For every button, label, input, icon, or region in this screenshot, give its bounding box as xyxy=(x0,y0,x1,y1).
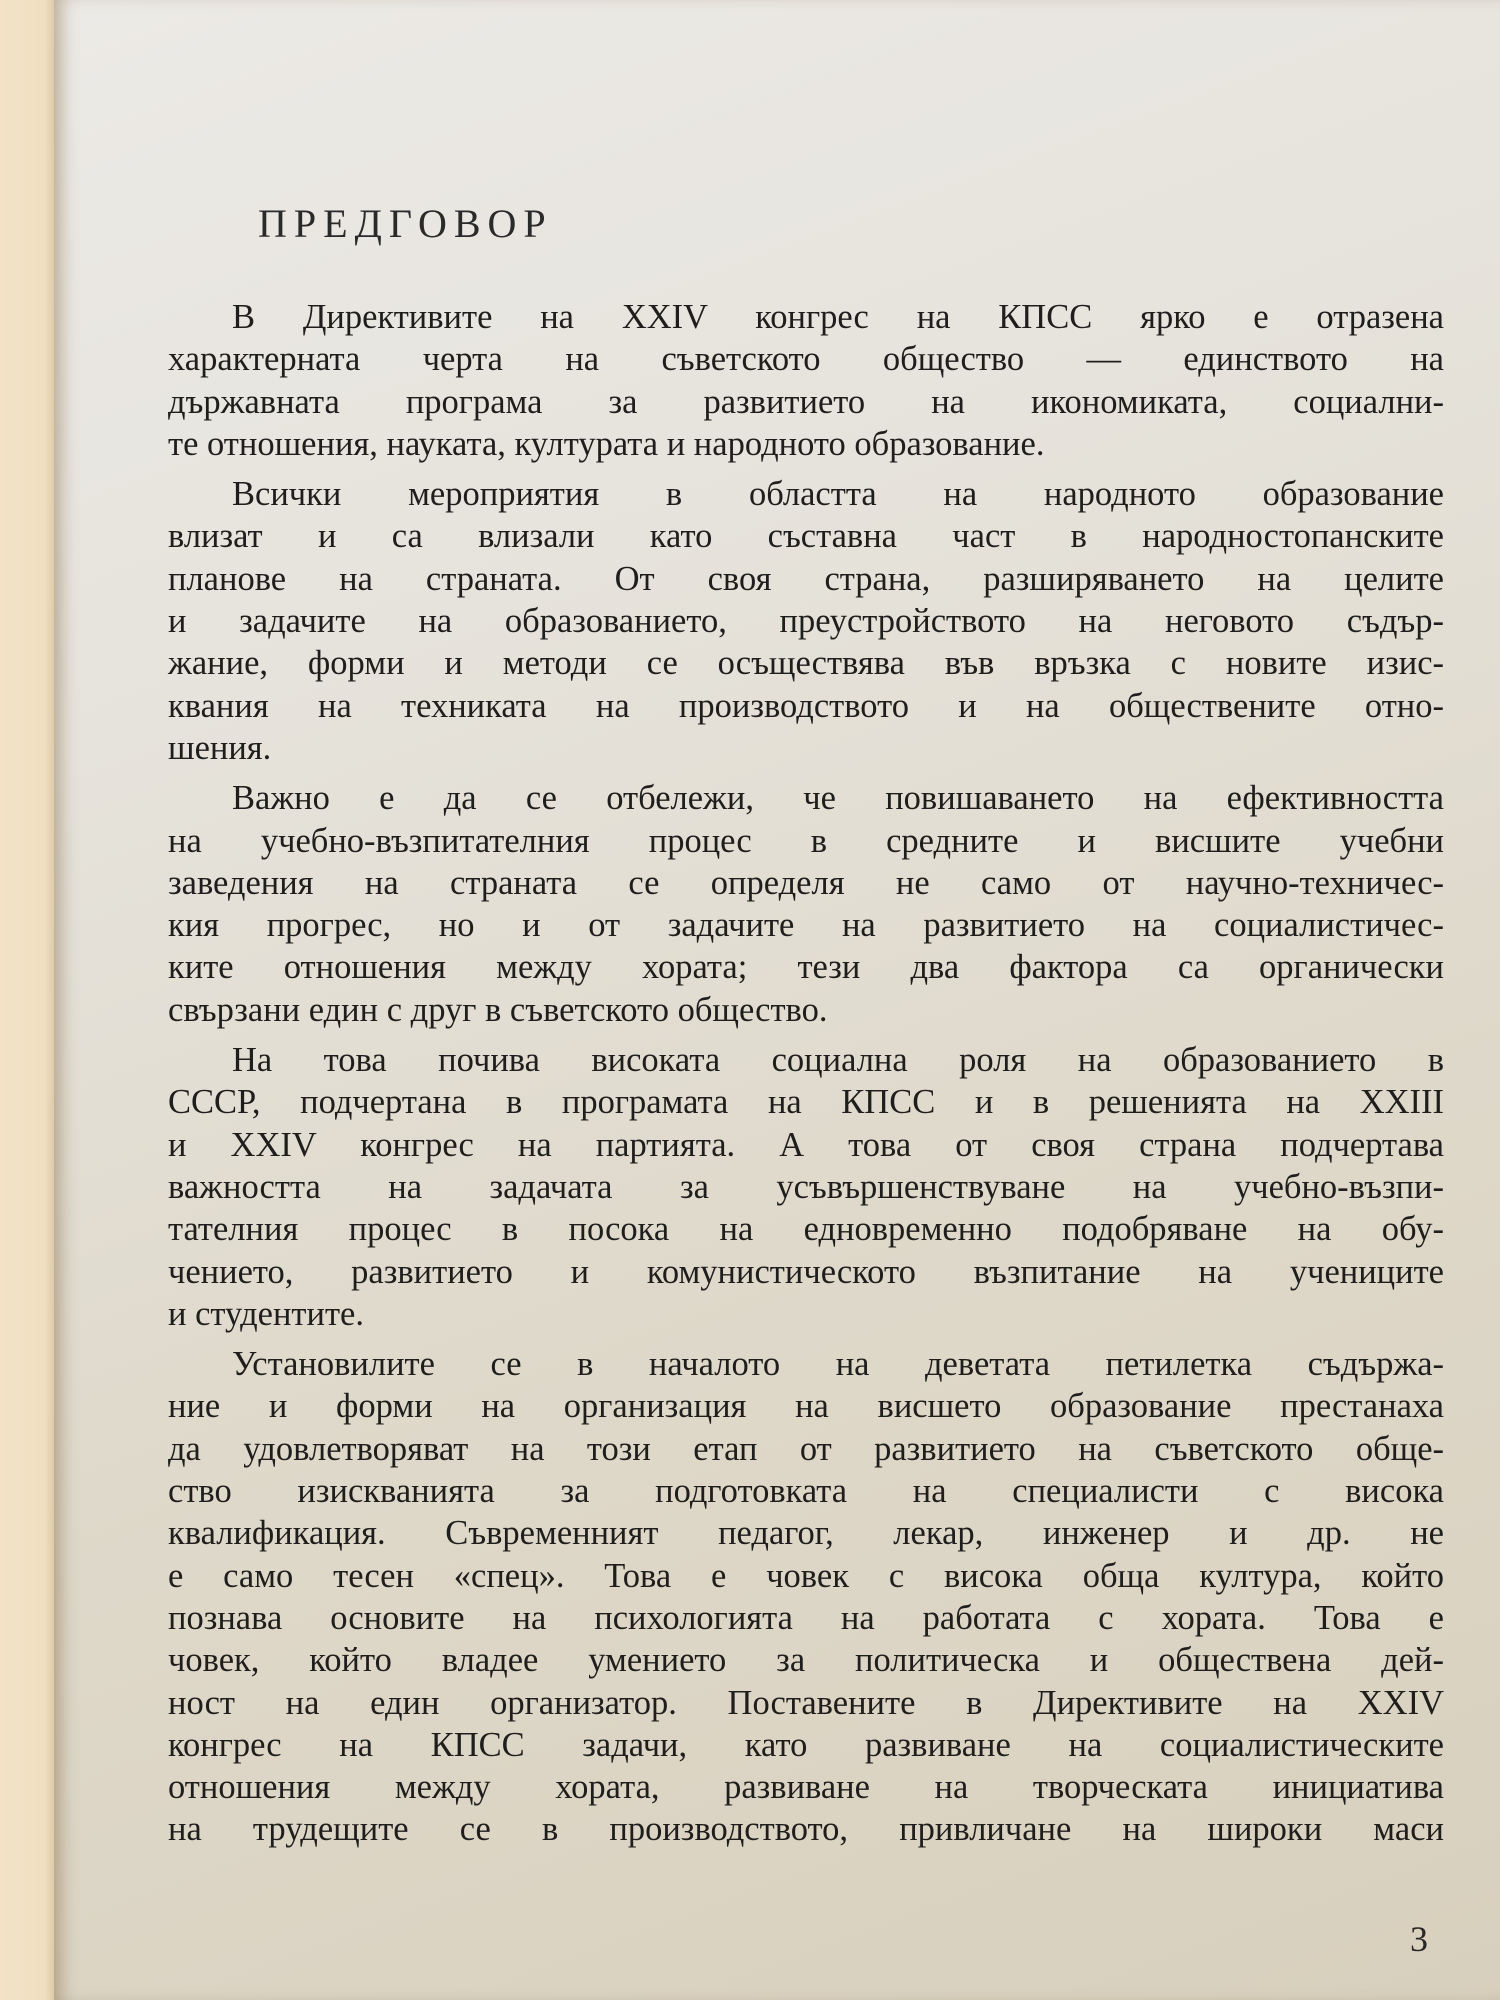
text-line: жание, форми и методи се осъществява във връзка с новите изис- xyxy=(168,644,1444,683)
paragraph xyxy=(168,777,1444,1031)
text-line: конгрес на КПСС задачи, като развиване на социалистическите xyxy=(168,1725,1444,1764)
text-line: заведения на страната се определя не само от научно-техничес- xyxy=(168,863,1444,902)
text-line: да удовлетворяват на този етап от развитието на съветското обще- xyxy=(168,1429,1444,1468)
text-line: ние и форми на организация на висшето образование престанаха xyxy=(168,1387,1444,1426)
text-line: те отношения, науката, културата и народното образование. xyxy=(168,424,1045,463)
text-line: квалификация. Съвременният педагог, лекар, инженер и др. не xyxy=(168,1514,1444,1553)
text-line: шения. xyxy=(168,728,272,767)
paragraph-gap xyxy=(168,769,1444,777)
text-line: квания на техниката на производството и на обществените отно- xyxy=(168,686,1444,725)
text-line: важността на задачата за усъвършенствуване на учебно-възпи- xyxy=(168,1167,1444,1206)
text-line: кия прогрес, но и от задачите на развитието на социалистичес- xyxy=(168,906,1444,945)
paragraph-gap xyxy=(168,1335,1444,1343)
text-line: на трудещите се в производството, привличане на широки маси xyxy=(168,1810,1444,1849)
text-line: и студентите. xyxy=(168,1294,364,1333)
paragraph-gap xyxy=(168,1031,1444,1039)
text-line: влизат и са влизали като съставна част в народностопанските xyxy=(168,517,1444,556)
paragraph xyxy=(168,1039,1444,1335)
text-line: свързани един с друг в съветското общество. xyxy=(168,990,828,1029)
adjacent-page-edge xyxy=(0,0,56,2000)
text-line: ките отношения между хората; тези два фактора са органически xyxy=(168,948,1444,987)
text-line: характерната черта на съветското общество — единството на xyxy=(168,340,1444,379)
paragraph xyxy=(168,296,1444,465)
page-number: 3 xyxy=(1410,1919,1428,1959)
text-line: Всички мероприятия в областта на народното образование xyxy=(232,475,1444,514)
text-line: ство изискванията за подготовката на специалисти с висока xyxy=(168,1472,1444,1511)
text-line: На това почива високата социална роля на образованието в xyxy=(232,1041,1444,1080)
text-line: тателния процес в посока на едновременно подобряване на обу- xyxy=(168,1210,1444,1249)
text-line: чението, развитието и комунистическото възпитание на учениците xyxy=(168,1252,1444,1291)
paragraph xyxy=(168,473,1444,769)
paragraph xyxy=(168,1343,1444,1851)
text-line: и задачите на образованието, преустройството на неговото съдър- xyxy=(168,602,1444,641)
text-line: Важно е да се отбележи, че повишаването на ефективността xyxy=(232,779,1444,818)
text-line: на учебно-възпитателния процес в средните и висшите учебни xyxy=(168,821,1444,860)
text-line: държавната програма за развитието на икономиката, социални- xyxy=(168,382,1444,421)
text-line: и XXIV конгрес на партията. А това от своя страна подчертава xyxy=(168,1125,1444,1164)
text-line: Установилите се в началото на деветата петилетка съдържа- xyxy=(232,1345,1444,1384)
text-line: СССР, подчертана в програмата на КПСС и в решенията на XXIII xyxy=(168,1083,1444,1122)
text-line: познава основите на психологията на работата с хората. Това е xyxy=(168,1598,1444,1637)
page-title: ПРЕДГОВОР xyxy=(258,201,553,246)
text-line: отношения между хората, развиване на творческата инициатива xyxy=(168,1768,1444,1807)
text-line: е само тесен «спец». Това е човек с висока обща култура, който xyxy=(168,1556,1444,1595)
text-line: планове на страната. От своя страна, разширяването на целите xyxy=(168,559,1444,598)
text-line: В Директивите на XXIV конгрес на КПСС ярко е отразена xyxy=(232,298,1444,336)
paragraph-gap xyxy=(168,465,1444,473)
body-text xyxy=(168,296,1444,1851)
text-line: човек, който владее умението за политическа и обществена дей- xyxy=(168,1641,1444,1680)
text-line: ност на един организатор. Поставените в Директивите на XXIV xyxy=(168,1683,1444,1722)
